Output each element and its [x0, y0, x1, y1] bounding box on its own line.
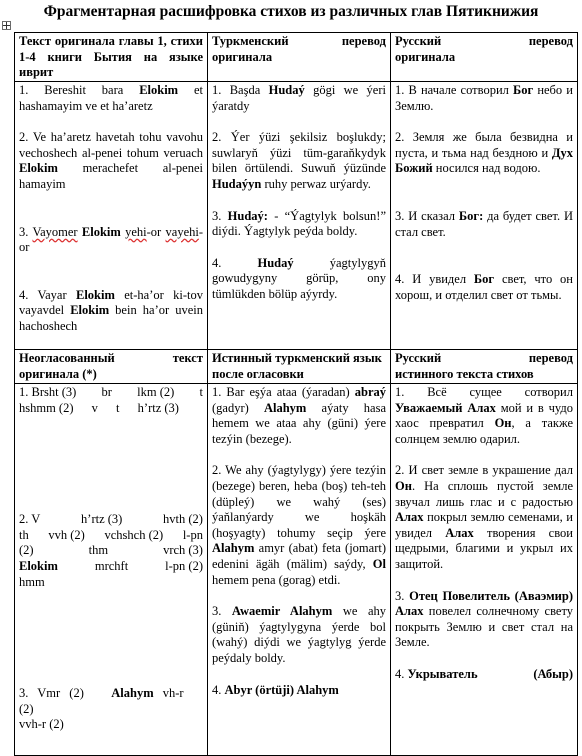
header-unvocalized-text: Неогласованный текст оригинала (*): [15, 350, 208, 384]
verse-1: 1. Brsht (3) br lkm (2) t hshmm (2) v t h’rtz (3): [19, 385, 203, 415]
verse-2: 2. V h’rtz (3) hvth (2) th vvh (2) vchshch (2) l-pn (2) thm vrch (3) Elokim mrchft l-pn (2) hmm: [19, 512, 203, 589]
verse-2: 2. Ýer ýüzi şekilsiz boşlukdy; suwlaryň ýüzi tüm-garaňkydyk bilen örtülendi. Suwuň ýüzünde Hudaýyn ruhy perwaz urýardy.: [212, 130, 386, 191]
header-russian-translation: Русский перевод оригинала: [391, 33, 578, 82]
verse-4: 4. Hudaý ýagtylygyň gowudygyny görüp, ony tümlükden bölüp aýyrdy.: [212, 255, 387, 301]
cell-turkmen-verses: [208, 82, 391, 350]
table-header-original: [15, 33, 578, 82]
verse-2: 2. Ve ha’aretz havetah tohu vavohu vechoshech al-penei tohum veruach Elokim merachefet al-penei hamayim: [19, 130, 203, 191]
verse-1: 1. Bar eşýa ataa (ýaradan) abraý (gadyr) Alahym aýaty hasa hemem we ataa ahy (güni) ýere tezýin (bezege).: [212, 385, 386, 446]
verse-4: 4. Abyr (örtüji) Alahym: [212, 682, 339, 697]
verse-2: 2. Земля же была безвидна и пуста, и тьма над бездною и Дух Божий носился над водою.: [395, 130, 573, 176]
cell-russian-true-verses: [391, 384, 578, 756]
verse-3: 3. Vmr (2) Alahym vh-r (2) vvh-r (2): [19, 686, 184, 732]
cell-true-turkmen-verses: [208, 384, 391, 756]
verse-4: 4. Укрыватель (Абыр): [395, 666, 573, 681]
cell-russian-verses: [391, 82, 578, 350]
verse-2: 2. We ahy (ýagtylygy) ýere tezýin (bezege) beren, heba (boş) teh-teh (düpleý) we wahý (ses) ýaňlanýardy we hoşkäh (hoşyagty) tohumy seçip ýere Alahym amyr (abat) feta (jomart) edenini ägäh (mälim) saýdy, Ol hemem pena (gorag) etdi.: [212, 463, 386, 587]
verse-1: 1. Başda Hudaý gögi we ýeri ýaratdy: [212, 83, 386, 113]
header-russian-true-text: Русский перевод истинного текста стихов: [391, 350, 578, 384]
verse-3: 3. Awaemir Alahym we ahy (güniň) ýagtylygyna ýerde bol (wahý) diýdi we ýagtylyg ýerde peýdaly boldy.: [212, 604, 386, 665]
verse-3: 3. И сказал Бог: да будет свет. И стал свет.: [395, 208, 573, 239]
verse-1: 1. Bereshit bara Elokim et hashamayim ve et ha’aretz: [19, 83, 203, 113]
header-hebrew-original: Текст оригинала главы 1, стихи 1-4 книги Бытия на языке иврит: [15, 33, 208, 82]
header-true-turkmen: Истинный туркменский язык после огласовки: [208, 350, 391, 384]
verse-1: 1. Всё сущее сотворил Уважаемый Алах мой и в чудо хаос превратил Он, а также солнцем землю одарил.: [395, 385, 573, 446]
table-row-original-verses: [15, 82, 578, 350]
verse-4: 4. И увидел Бог свет, что он хорош, и отделил свет от тьмы.: [395, 272, 573, 302]
table-row-reconstructed-verses: [15, 384, 578, 756]
verse-3: 3. Hudaý: - “Ýagtylyk bolsun!” diýdi. Ýagtylyk peýda boldy.: [212, 208, 387, 239]
cell-unvocalized-verses: [15, 384, 208, 756]
verse-3: 3. Vayomer Elokim yehi-or vayehi-or: [19, 224, 204, 255]
header-turkmen-translation: Туркменский перевод оригинала: [208, 33, 391, 82]
cell-hebrew-verses: [15, 82, 208, 350]
table-move-handle-icon[interactable]: [2, 21, 11, 30]
translation-table: [14, 32, 578, 756]
verse-2: 2. И свет земле в украшение дал Он. На сплошь пустой земле звучал лишь глас и с радостью Алах покрыл землю семенами, и увидел Алах творения свои щедрыми, благими и укрыл их защитой.: [395, 463, 573, 571]
table-header-reconstructed: [15, 350, 578, 384]
verse-4: 4. Vayar Elokim et-ha’or ki-tov vayavdel Elokim bein ha’or uvein hachoshech: [19, 287, 203, 333]
document-title: Фрагментарная расшифровка стихов из различных глав Пятикнижия: [43, 3, 539, 20]
verse-3: 3. Отец Повелитель (Аваэмир) Алах повелел солнечному свету покрыть Землю и свет стал на Земле.: [395, 588, 573, 650]
verse-1: 1. В начале сотворил Бог небо и Землю.: [395, 83, 573, 113]
